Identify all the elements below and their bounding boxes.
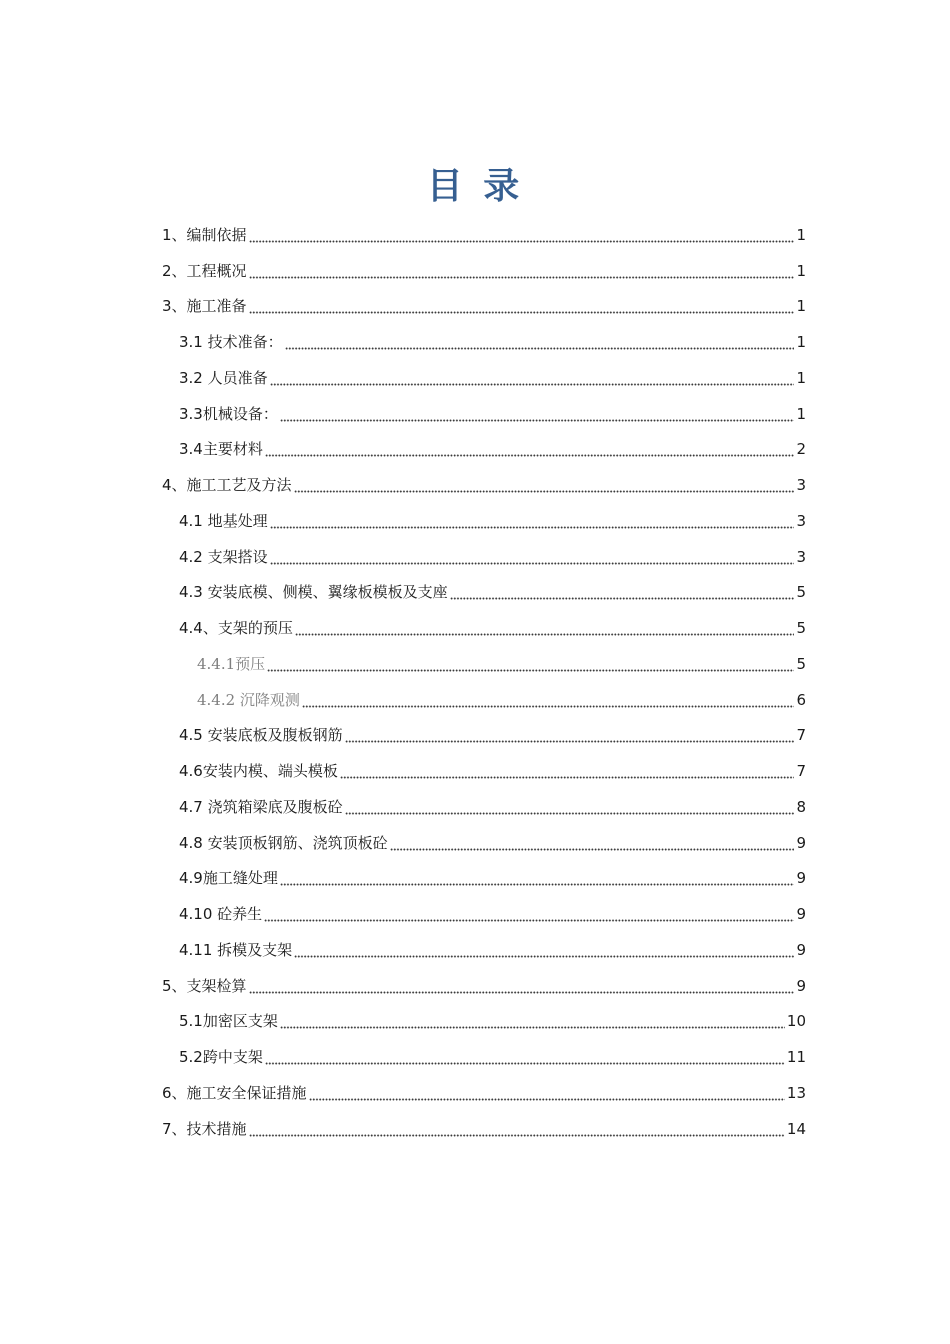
- toc-dot-leader: [295, 618, 795, 638]
- toc-dot-leader: [249, 225, 795, 245]
- toc-page-number: 5: [796, 583, 806, 602]
- toc-entry[interactable]: [162, 822, 806, 858]
- toc-page-number: 3: [796, 547, 806, 566]
- toc-entry[interactable]: [162, 1036, 806, 1072]
- toc-entry-text: 4.9施工缝处理: [179, 869, 278, 888]
- toc-entry-text: 5、支架检算: [162, 976, 247, 995]
- toc-dot-leader: [249, 296, 795, 316]
- toc-entry-text: 5.2跨中支架: [179, 1048, 263, 1066]
- toc-entry[interactable]: [162, 715, 806, 751]
- toc-page-number: 1: [796, 333, 806, 351]
- toc-dot-leader: [294, 475, 795, 495]
- toc-page-number: 9: [796, 905, 806, 923]
- toc-dot-leader: [264, 904, 794, 924]
- toc-entry-text: 4.1 地基处理: [179, 511, 268, 530]
- toc-entry-text: 3.3机械设备：: [179, 404, 278, 423]
- toc-page-number: 1: [796, 297, 806, 316]
- toc-entry[interactable]: [162, 858, 806, 894]
- toc-entry[interactable]: [162, 893, 806, 929]
- toc-dot-leader: [340, 761, 795, 781]
- toc-entry[interactable]: [162, 929, 806, 965]
- toc-entry[interactable]: [162, 536, 806, 572]
- toc-dot-leader: [265, 439, 795, 459]
- toc-entry-text: 5.1加密区支架: [179, 1012, 278, 1031]
- toc-dot-leader: [280, 404, 795, 424]
- toc-page-number: 1: [796, 404, 806, 423]
- toc-entry-text: 4.10 砼养生: [179, 905, 263, 923]
- toc-entry[interactable]: [162, 643, 806, 679]
- toc-entry[interactable]: [162, 321, 806, 357]
- toc-page-number: 13: [786, 1083, 806, 1102]
- toc-entry[interactable]: [162, 572, 806, 608]
- toc-entry[interactable]: [162, 429, 806, 465]
- toc-page-number: 6: [796, 690, 806, 709]
- toc-dot-leader: [345, 725, 795, 745]
- toc-dot-leader: [249, 1119, 785, 1139]
- toc-entry[interactable]: [162, 393, 806, 429]
- toc-entry-text: 3.4主要材料: [179, 440, 263, 459]
- toc-dot-leader: [280, 868, 795, 888]
- toc-entry-text: 4.4、支架的预压: [179, 619, 293, 637]
- toc-page-number: 3: [796, 511, 806, 530]
- toc-dot-leader: [265, 1047, 785, 1067]
- toc-page-number: 2: [796, 440, 806, 459]
- toc-entry[interactable]: [162, 357, 806, 393]
- toc-entry[interactable]: [162, 250, 806, 286]
- toc-dot-leader: [285, 332, 795, 352]
- toc-page-number: 1: [796, 261, 806, 280]
- toc-dot-leader: [309, 1083, 785, 1103]
- toc-title: 目 录: [426, 165, 524, 207]
- toc-entry-text: 4.3 安装底模、侧模、翼缘板模板及支座: [179, 583, 448, 602]
- toc-dot-leader: [270, 511, 795, 531]
- toc-dot-leader: [450, 582, 795, 602]
- toc-list: [162, 214, 806, 1144]
- toc-entry[interactable]: [162, 286, 806, 322]
- toc-entry[interactable]: [162, 1072, 806, 1108]
- toc-entry[interactable]: [162, 786, 806, 822]
- toc-entry[interactable]: [162, 1108, 806, 1144]
- toc-dot-leader: [270, 368, 795, 388]
- toc-entry-text: 4.4.2 沉降观测: [197, 690, 300, 709]
- toc-page-number: 10: [786, 1012, 806, 1031]
- toc-entry-text: 4.7 浇筑箱梁底及腹板砼: [179, 797, 343, 816]
- toc-entry[interactable]: [162, 607, 806, 643]
- toc-dot-leader: [249, 976, 795, 996]
- toc-page-number: 3: [796, 476, 806, 494]
- toc-page-number: 7: [796, 726, 806, 745]
- toc-page-number: 1: [796, 225, 806, 244]
- toc-page-number: 14: [786, 1119, 806, 1138]
- toc-dot-leader: [294, 940, 794, 960]
- toc-page-number: 8: [796, 797, 806, 816]
- toc-dot-leader: [390, 833, 795, 853]
- toc-dot-leader: [249, 261, 795, 281]
- toc-entry-text: 4.4.1预压: [197, 654, 266, 673]
- toc-entry[interactable]: [162, 464, 806, 500]
- toc-page-number: 7: [796, 762, 806, 780]
- toc-page-number: 11: [786, 1048, 806, 1066]
- toc-entry-text: 3.2 人员准备: [179, 368, 268, 387]
- toc-entry-text: 6、施工安全保证措施: [162, 1083, 307, 1102]
- toc-entry-text: 4.11 拆模及支架: [179, 940, 293, 959]
- toc-page-number: 9: [796, 940, 806, 959]
- toc-dot-leader: [302, 690, 795, 710]
- toc-entry-text: 4.8 安装顶板钢筋、浇筑顶板砼: [179, 833, 388, 852]
- toc-entry-text: 4、施工工艺及方法: [162, 476, 292, 494]
- toc-entry[interactable]: [162, 214, 806, 250]
- toc-entry[interactable]: [162, 1001, 806, 1037]
- toc-dot-leader: [267, 654, 794, 674]
- toc-dot-leader: [345, 797, 795, 817]
- toc-entry[interactable]: [162, 679, 806, 715]
- toc-entry[interactable]: [162, 750, 806, 786]
- toc-page-number: 9: [796, 869, 806, 888]
- toc-entry-text: 4.2 支架搭设: [179, 547, 268, 566]
- toc-page-number: 5: [796, 654, 806, 673]
- toc-page-number: 9: [796, 976, 806, 995]
- toc-entry-text: 1、编制依据: [162, 225, 247, 244]
- toc-entry-text: 3、施工准备: [162, 297, 247, 316]
- toc-entry-text: 2、工程概况: [162, 261, 247, 280]
- toc-entry[interactable]: [162, 965, 806, 1001]
- toc-dot-leader: [280, 1011, 785, 1031]
- toc-entry-text: 4.6安装内模、端头模板: [179, 762, 338, 780]
- toc-page-number: 9: [796, 833, 806, 852]
- toc-entry-text: 7、技术措施: [162, 1119, 247, 1138]
- toc-entry-text: 3.1 技术准备：: [179, 333, 283, 351]
- toc-entry[interactable]: [162, 500, 806, 536]
- toc-page-number: 5: [796, 619, 806, 637]
- toc-dot-leader: [270, 547, 795, 567]
- toc-page-number: 1: [796, 368, 806, 387]
- toc-entry-text: 4.5 安装底板及腹板钢筋: [179, 726, 343, 745]
